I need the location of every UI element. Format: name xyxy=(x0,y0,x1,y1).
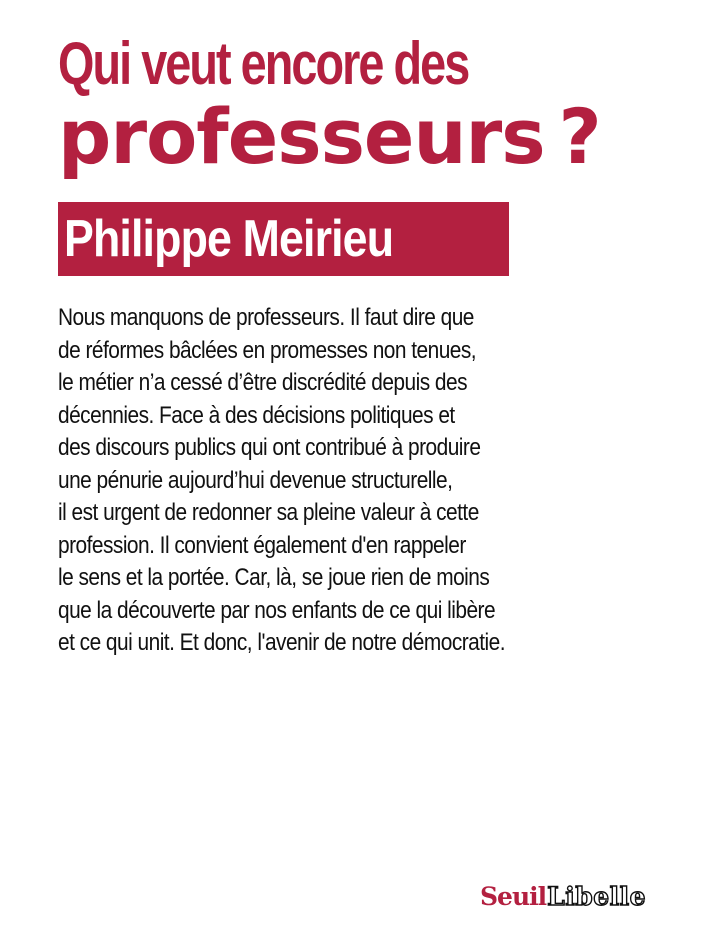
publisher-logo-seuil: Seuil xyxy=(480,882,547,911)
blurb-line: des discours publics qui ont contribué à produire xyxy=(58,434,481,461)
blurb-line: il est urgent de redonner sa pleine valeur à cette xyxy=(58,499,479,526)
blurb-line: que la découverte par nos enfants de ce qui libère xyxy=(58,596,496,624)
blurb xyxy=(58,302,698,660)
title-line-2: professeurs ? xyxy=(58,92,601,181)
blurb-line: de réformes bâclées en promesses non tenues, xyxy=(58,336,477,364)
blurb-line: Nous manquons de professeurs. Il faut dire que xyxy=(58,304,474,331)
blurb-line: décennies. Face à des décisions politiques et xyxy=(58,401,455,429)
author-name: Philippe Meirieu xyxy=(64,210,394,268)
blurb-line: le métier n’a cessé d’être discrédité depuis des xyxy=(58,369,468,396)
blurb-line: le sens et la portée. Car, là, se joue rien de moins xyxy=(58,564,490,591)
publisher-logo-libelle: Libelle xyxy=(547,882,647,911)
publisher-logo xyxy=(480,880,646,920)
blurb-line: et ce qui unit. Et donc, l'avenir de notre démocratie. xyxy=(58,629,506,656)
blurb-line: profession. Il convient également d'en rappeler xyxy=(58,531,466,559)
title-line-1: Qui veut encore des xyxy=(58,30,469,97)
blurb-line: une pénurie aujourd’hui devenue structurelle, xyxy=(58,466,453,494)
